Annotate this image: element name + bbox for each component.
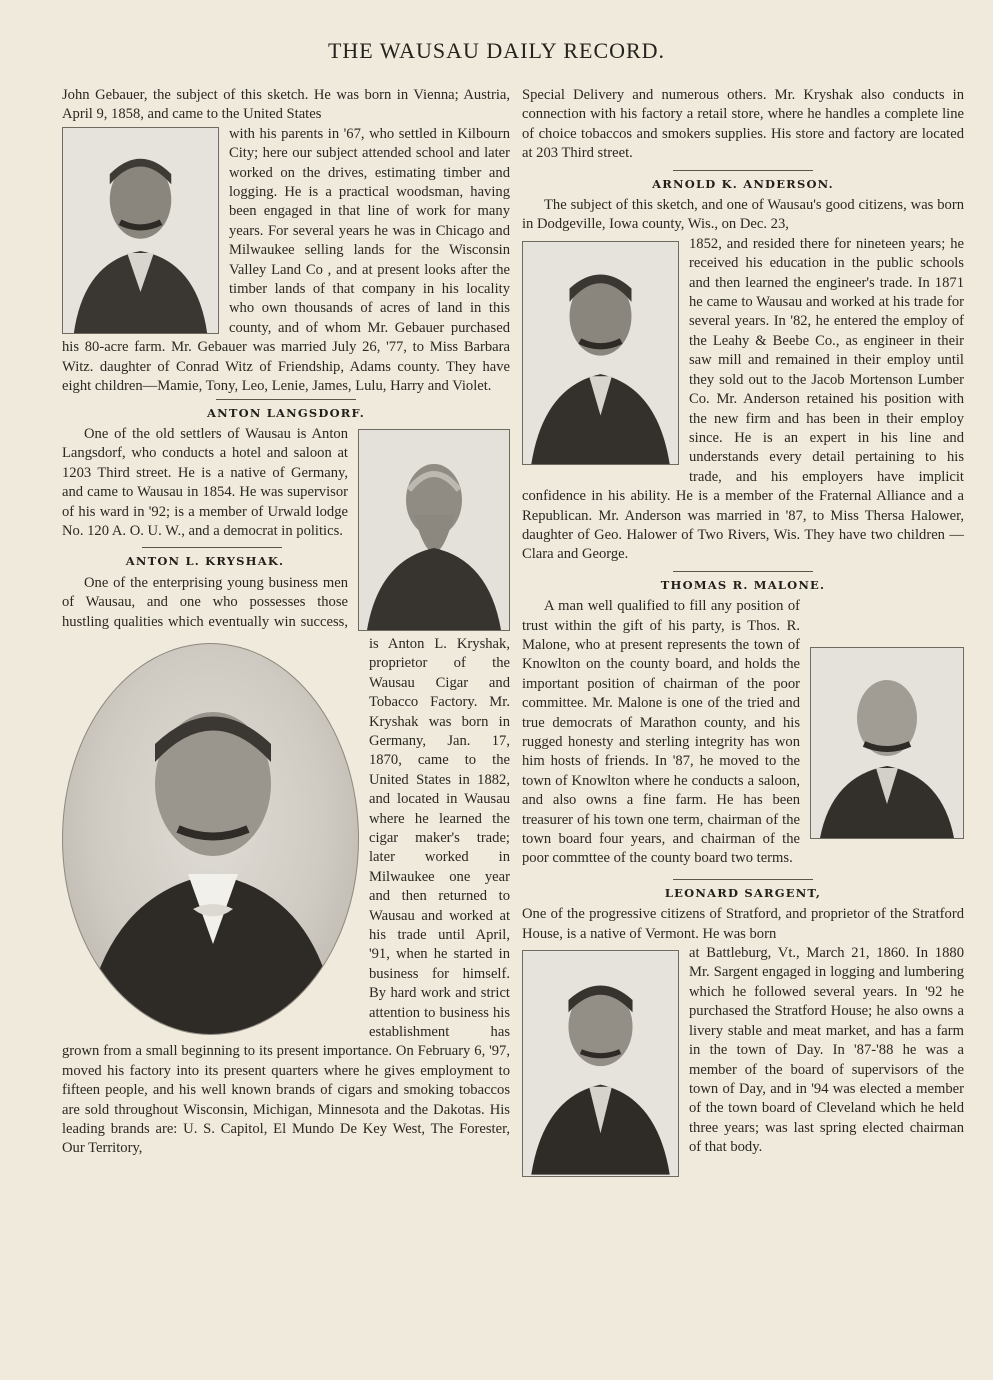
anderson-body: 1852, and resided there for nineteen years; he received his education in the public schools and then learned the engineer's trade. In 1871 he came to Wausau and worked at his trade for several years. In '82, he entered the employ of the Leahy & Beebe Co., as engineer in their saw mill and remained in their employ until they sold out to the Jacob Mortenson Lumber Co. Mr. Anderson retained his position with the new firm and has been in their employ since. He is an expert in his line and understands every detail pertaining to his trade, and his employers have implicit confidence in his ability. He is a member of the Fraternal Alliance and a Republican. Mr. Anderson was married in '87, to Miss Thersa Halower, daughter of Geo. Halower of Two Rivers, Wis. They have two children —Clara and George.	[522, 235, 964, 563]
portrait-silhouette-icon	[523, 242, 678, 464]
portrait-kryshak	[62, 643, 359, 1035]
anderson-lead: The subject of this sketch, and one of Wausau's good citizens, was born in Dodgeville, Iowa county, Wis., on Dec. 23,	[522, 197, 964, 233]
heading-malone: THOMAS R. MALONE.	[660, 577, 826, 592]
portrait-anderson	[522, 241, 679, 465]
heading-anderson: ARNOLD K. ANDERSON.	[652, 176, 834, 191]
sargent-lead: One of the progressive citizens of Stratford, and proprietor of the Stratford House, is a native of Vermont. He was born	[522, 906, 964, 942]
masthead: THE WAUSAU DAILY RECORD.	[327, 38, 666, 63]
portrait-sargent	[522, 950, 679, 1177]
section-divider	[673, 571, 813, 572]
section-divider	[216, 399, 356, 400]
portrait-gebauer	[62, 127, 219, 334]
heading-sargent: LEONARD SARGENT,	[664, 885, 822, 900]
heading-langsdorf: ANTON LANGSDORF.	[207, 405, 365, 420]
langsdorf-body: One of the old settlers of Wausau is Anton Langsdorf, who conducts a hotel and saloon at 1203 Third street. He is a native of Germany, and came to Wausau in 1854. He was supervisor of his ward in '92; is a member of Urwald lodge No. 120 A. O. U. W., and a democrat in politics.	[62, 425, 348, 539]
kryshak-body: One of the enterprising young business men of Wausau, and one who possesses those hustling qualities which eventually win success, is Anton L. Kryshak, proprietor of the Wausau Cigar and Tobacco Factory. Mr. Kryshak was born in Germany, Jan. 17, 1870, came to the United States in 1882, and located in Wausau where he learned the cigar maker's trade; later worked in Milwaukee one year and then returned to Wausau and worked at his trade until April, '91, when he started in business for himself. By hard work and strict attention to business his establishment has grown from a small beginning to its present importance. On February 6, '97, moved his factory into its present quarters where he gives employment to fifteen people, and his well known brands of cigars and smoking tobaccos are sold throughout Wisconsin, Michigan, Minnesota and the Dakotas. His leading brands are: U. S. Capitol, El Mundo De Key West, The Forester, Our Territory,	[62, 574, 510, 1157]
section-divider	[673, 879, 813, 880]
heading-kryshak: ANTON L. KRYSHAK.	[125, 554, 285, 569]
kryshak-continued: Special Delivery and numerous others. Mr. Kryshak also conducts in connection with his factory a retail store, where he handles a complete line of choice tobaccos and smokers supplies. His store and factory are located at 203 Third street.	[522, 87, 964, 162]
section-divider	[673, 170, 813, 171]
sargent-body: at Battleburg, Vt., March 21, 1860. In 1880 Mr. Sargent engaged in logging and lumbering which he followed several years. In '92 he purchased the Stratford House; he also owns a livery stable and meat market, and has a farm in the town of Day. In '87-'88 he was a member of the board of supervisors of the town of Day, and in '94 was elected a member of the town board of Cleveland which he held three years; was last spring elected chairman of that body.	[689, 945, 964, 1156]
section-divider	[142, 547, 282, 548]
right-column	[522, 86, 964, 1181]
gebauer-lead: John Gebauer, the subject of this sketch. He was born in Vienna; Austria, April 9, 1858, and came to the United States	[62, 87, 510, 123]
portrait-silhouette-icon	[359, 430, 509, 630]
portrait-malone	[810, 647, 964, 839]
portrait-silhouette-icon	[523, 951, 678, 1176]
portrait-silhouette-icon	[811, 648, 963, 838]
portrait-langsdorf	[358, 429, 510, 631]
portrait-silhouette-icon	[63, 644, 358, 1034]
left-column	[62, 86, 510, 1159]
portrait-silhouette-icon	[63, 128, 218, 333]
gebauer-body: with his parents in '67, who settled in Kilbourn City; here our subject attended school and later worked on the drives, estimating timber and logging. He is a practical woodsman, having been engaged in that line of work for many years. For several years he was in Chicago and Milwaukee selling lands for the Wisconsin Valley Land Co , and at present looks after the timber lands of that company in his locality who own thousands of acres of land in this county, and of whom Mr. Gebauer purchased his 80-acre farm. Mr. Gebauer was married July 26, '77, to Miss Barbara Witz. daughter of Conrad Witz of Friendship, Adams county. They have eight children—Mamie, Tony, Leo, Lenie, James, Lulu, Harry and Violet.	[62, 125, 510, 395]
malone-body: A man well qualified to fill any position of trust within the gift of his party, is Thos. R. Malone, who at present represents the town of Knowlton on the county board, and holds the important position of chairman of the poor committee. Mr. Malone is one of the tried and true democrats of Marathon county, and his rugged honesty and sterling integrity has won him hosts of friends. In '87, he moved to the town of Knowlton where he conducts a saloon, and also owns a fine farm. He has been treasurer of his town one term, chairman of the town board four years, and chairman of the poor commttee of the county board two terms.	[522, 598, 800, 867]
